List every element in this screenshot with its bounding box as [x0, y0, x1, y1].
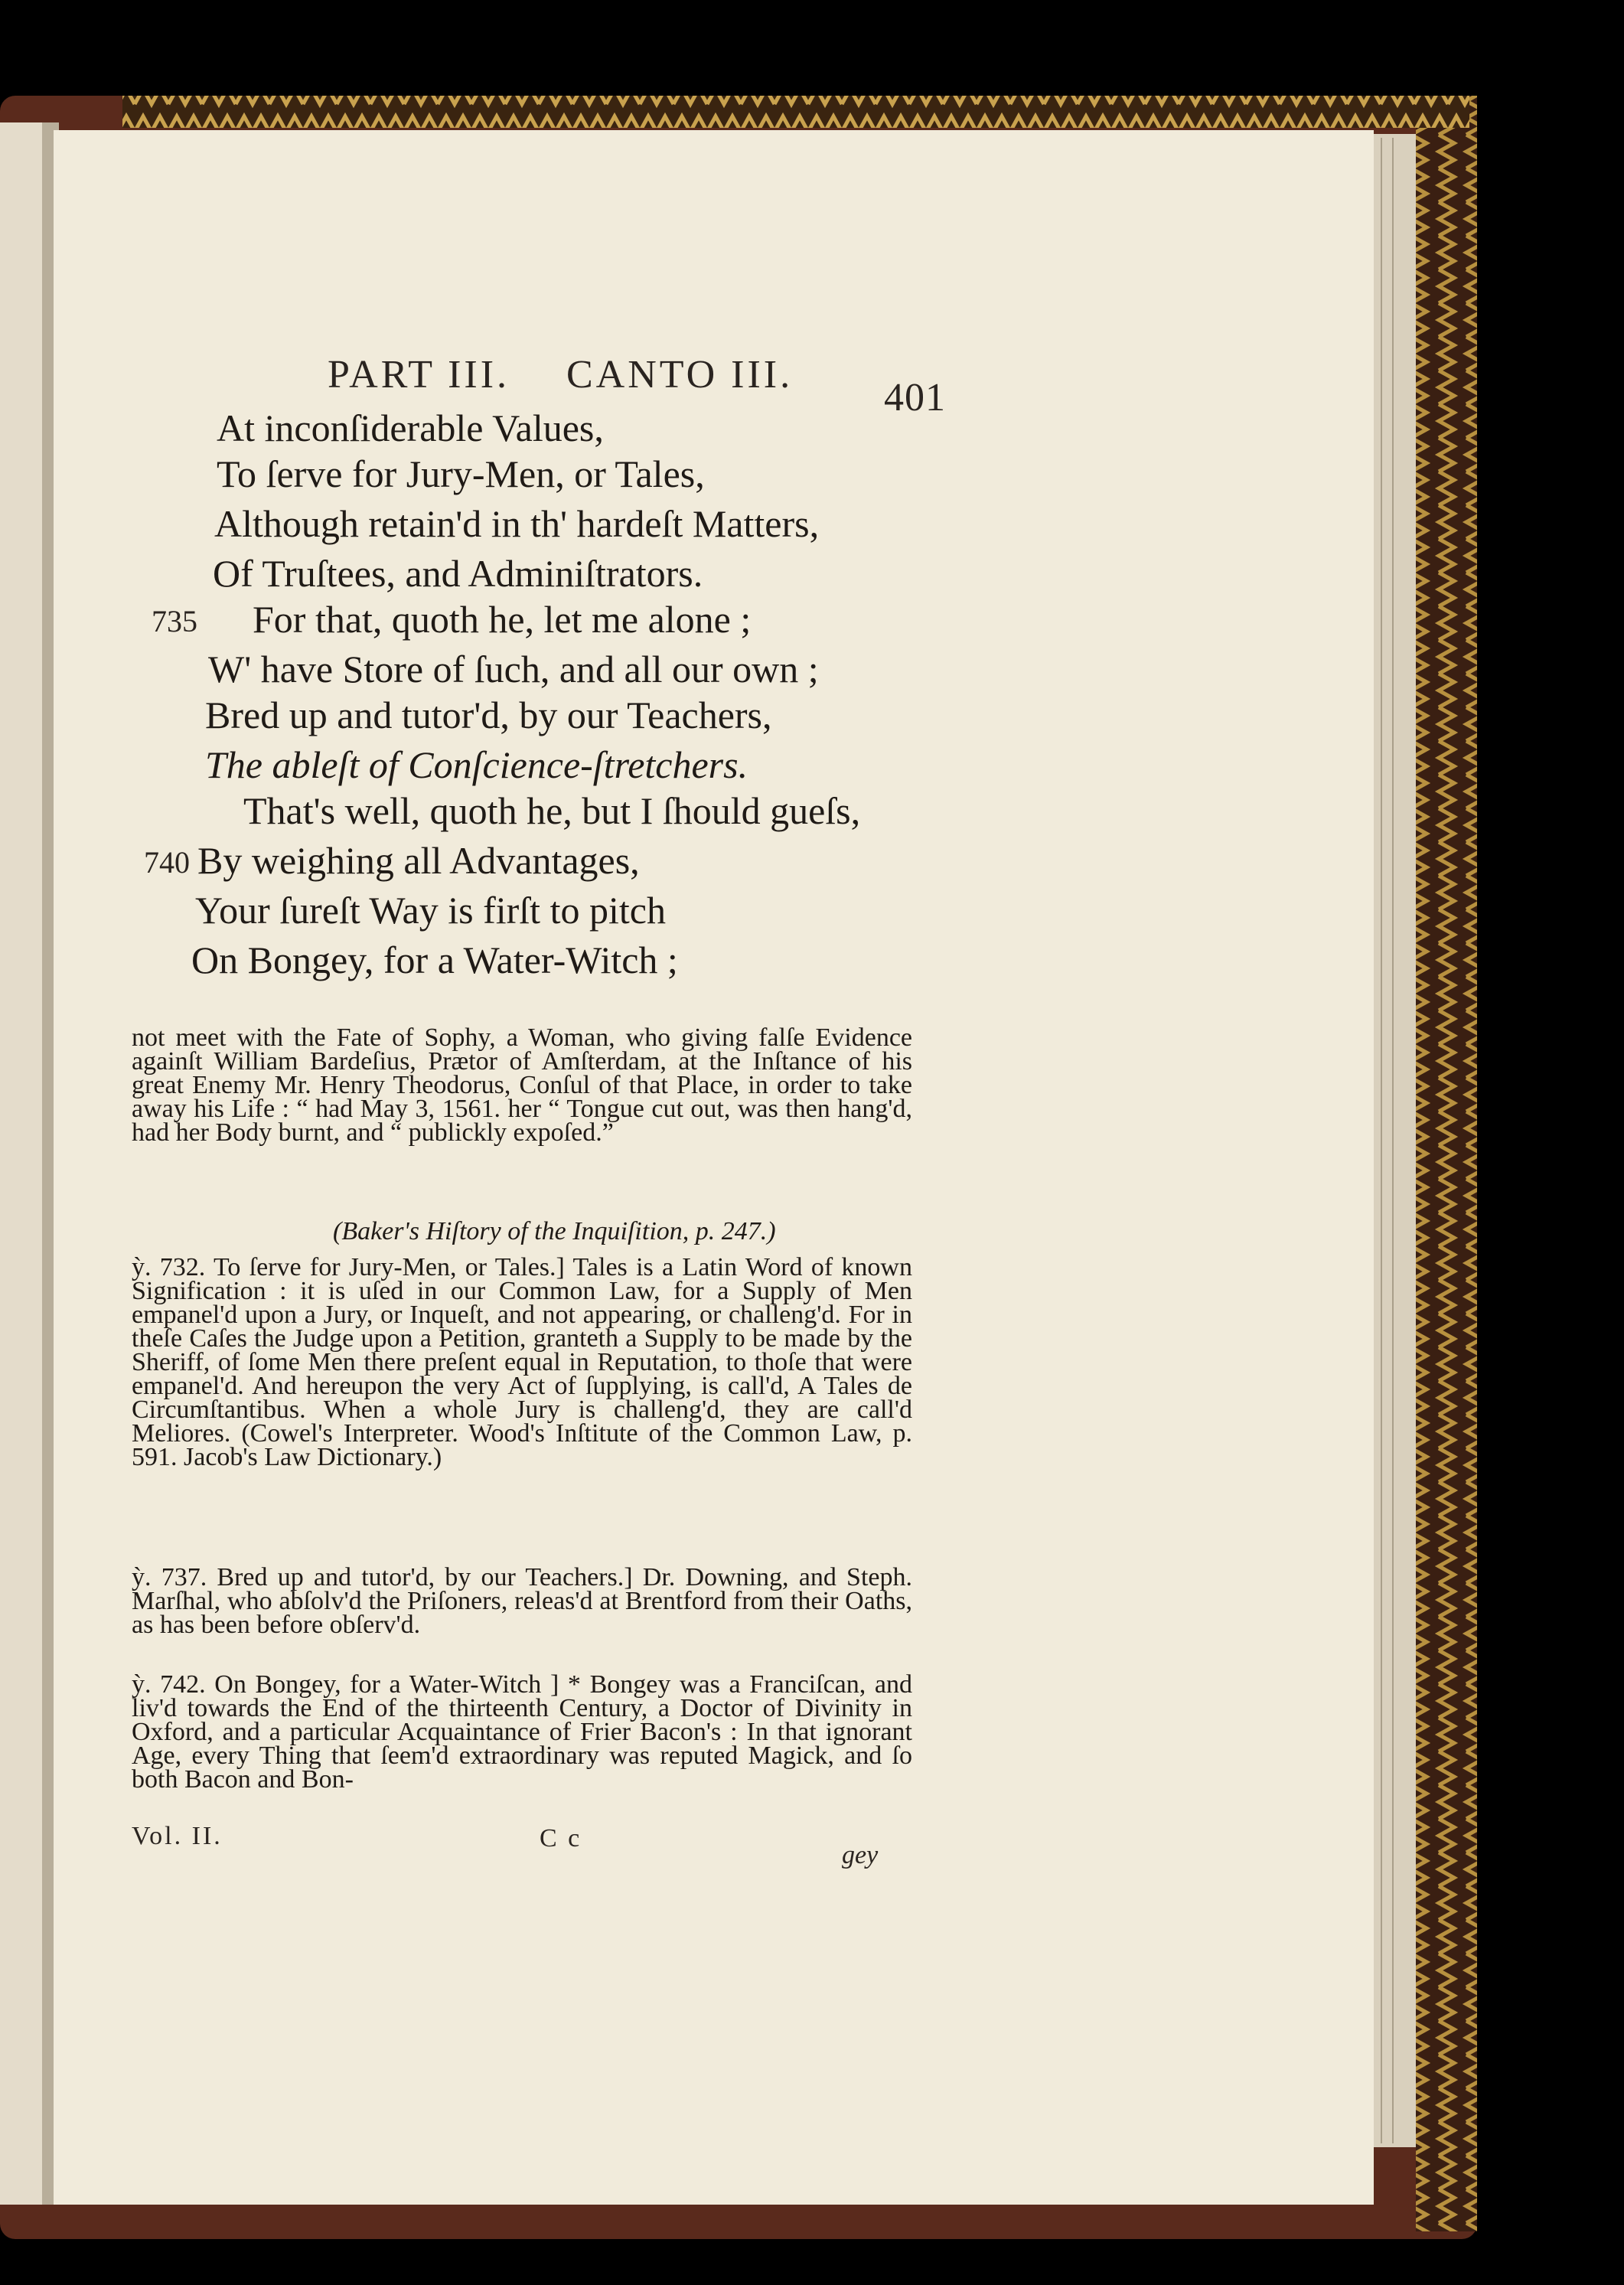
- note-737: ỳ. 737. Bred up and tutor'd, by our Teachers.] Dr. Downing, and Steph. Marſhal, who abſolv'd the Priſoners, releas'd at Brentford from their Oaths, as has been before obſerv'd.: [132, 1563, 912, 1639]
- verse-line: That's well, quoth he, but I ſhould gueſs,: [243, 789, 861, 832]
- verse-line: Although retain'd in th' hardeſt Matters,: [214, 502, 820, 545]
- verse-line: For that, quoth he, let me alone ;: [253, 598, 752, 641]
- running-head-canto: CANTO III.: [566, 353, 794, 397]
- page-number: 401: [884, 376, 946, 419]
- verse-line: Bred up and tutor'd, by our Teachers,: [205, 694, 772, 736]
- verse-line: Your ſureſt Way is firſt to pitch: [195, 889, 666, 932]
- note-732: ỳ. 732. To ſerve for Jury-Men, or Tales.] Tales is a Latin Word of known Signification : it is uſed in our Common Law, for a Supply of Men empanel'd upon a Jury, or Inqueſt, and not appearing, or challeng'd. For in theſe Caſes the Judge upon a Petition, granteth a Supply to be made by the Sheriff, of ſome Men there preſent equal in Reputation, to thoſe that were empanel'd. And hereupon the very Act of ſupplying, is call'd, A Tales de Circumſtantibus. When a whole Jury is challeng'd, they are call'd Meliores. (Cowel's Interpreter. Wood's Inſtitute of the Common Law, p. 591. Jacob's Law Dictionary.): [132, 1253, 912, 1471]
- signature-mark: C c: [540, 1824, 582, 1852]
- note-sophy: not meet with the Fate of Sophy, a Woman, who giving falſe Evidence againſt William Bardeſius, Prætor of Amſterdam, at the Inſtance of his great Enemy Mr. Henry Theodorus, Conſul of that Place, in order to take away his Life : “ had May 3, 1561. her “ Tongue cut out, was then hang'd, had her Body burnt, and “ publickly expoſed.”: [132, 1023, 912, 1147]
- verse-line: By weighing all Advantages,: [197, 839, 640, 882]
- verse-line: Of Truſtees, and Adminiſtrators.: [213, 552, 703, 595]
- volume-mark: Vol. II.: [132, 1822, 223, 1850]
- catchword: gey: [842, 1841, 879, 1869]
- verse-line: At inconſiderable Values,: [217, 406, 604, 449]
- verse-line: The ableſt of Conſcience-ſtretchers.: [205, 743, 748, 786]
- verse-line: W' have Store of ſuch, and all our own ;: [208, 648, 819, 690]
- line-number: 740: [144, 845, 190, 880]
- line-number: 735: [152, 604, 197, 638]
- verse-line: To ſerve for Jury-Men, or Tales,: [217, 452, 705, 495]
- note-citation: (Baker's Hiſtory of the Inquiſition, p. 247.): [333, 1217, 776, 1245]
- running-head-part: PART III.: [328, 353, 510, 397]
- note-742: ỳ. 742. On Bongey, for a Water-Witch ] * Bongey was a Franciſcan, and liv'd towards the End of the thirteenth Century, a Doctor of Divinity in Oxford, and a particular Acquaintance of Frier Bacon's : In that ignorant Age, every Thing that ſeem'd extraordinary was reputed Magick, and ſo both Bacon and Bon-: [132, 1670, 912, 1794]
- verse-line: On Bongey, for a Water-Witch ;: [191, 938, 678, 981]
